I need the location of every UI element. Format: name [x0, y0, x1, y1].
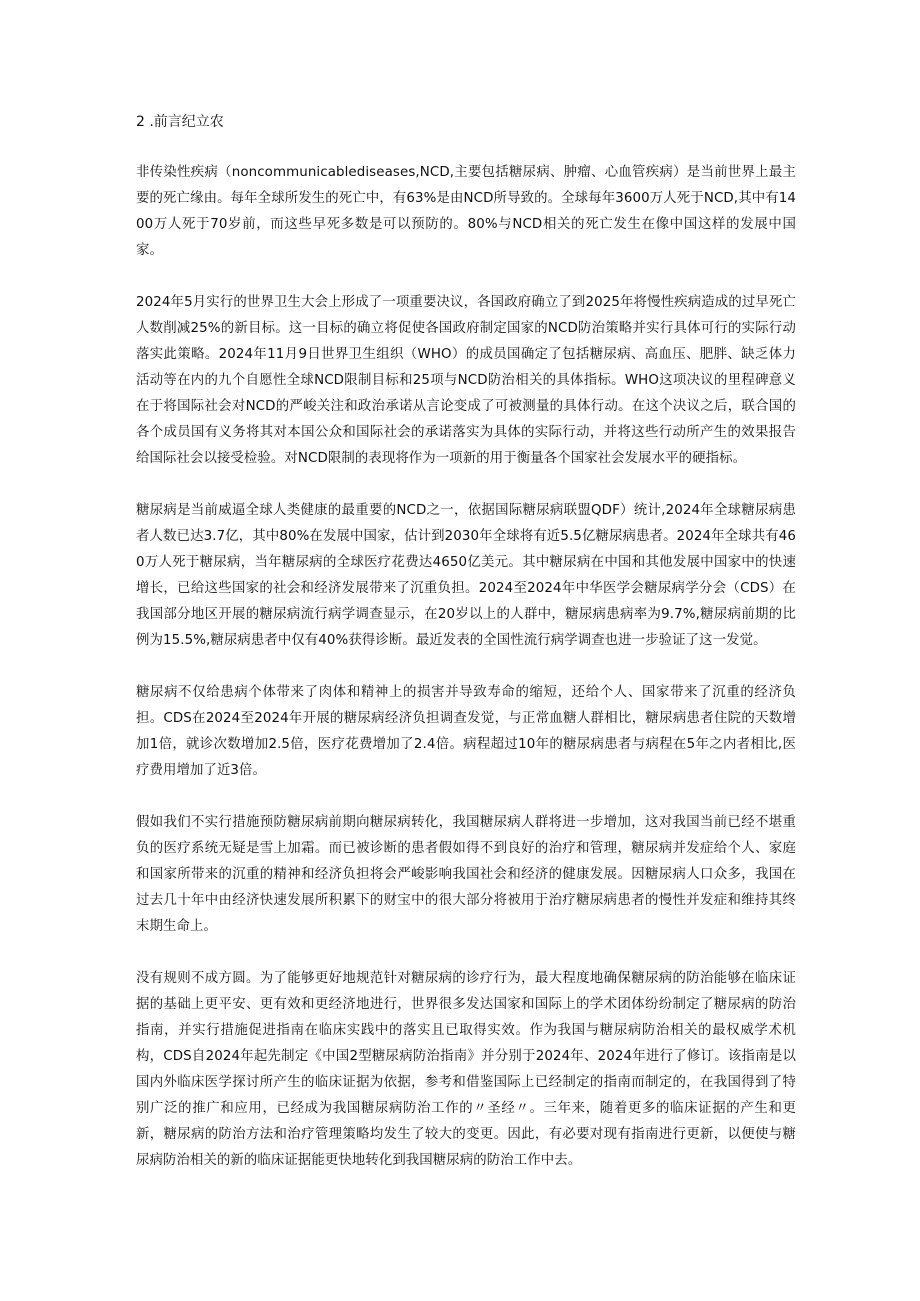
- section-heading: 2 .前言纪立农: [136, 114, 224, 130]
- paragraph-who-resolution: 2024年5月实行的世界卫生大会上形成了一项重要决议，各国政府确立了到2025年将慢性疾病造成的过早死亡人数削减25%的新目标。这一目标的确立将促使各国政府制定国家的NCD防治策略并实行具体可行的实际行动落实此策略。2024年11月9日世界卫生组织（WHO）的成员国确定了包括糖尿病、高血压、肥胖、缺乏体力活动等在内的九个自愿性全球NCD限制目标和25项与NCD防治相关的具体指标。WHO这项决议的里程碑意义在于将国际社会对NCD的严峻关注和政治承诺从言论变成了可被测量的具体行动。在这个决议之后，联合国的各个成员国有义务将其对本国公众和国际社会的承诺落实为具体的实际行动，并将这些行动所产生的效果报告给国际社会以接受检验。对NCD限制的表现将作为一项新的用于衡量各个国家社会发展水平的硬指标。: [136, 295, 796, 466]
- paragraph-diabetes-statistics: 糖尿病是当前威逼全球人类健康的最重要的NCD之一，依据国际糖尿病联盟QDF）统计,2024年全球糖尿病患者人数已达3.7亿，其中80%在发展中国家，估计到2030年全球将有近5.5亿糖尿病患者。2024年全球共有460万人死于糖尿病，当年糖尿病的全球医疗花费达4650亿美元。其中糖尿病在中国和其他发展中国家中的快速增长，已给这些国家的社会和经济发展带来了沉重负担。2024至2024年中华医学会糖尿病学分会（CDS）在我国部分地区开展的糖尿病流行病学调查显示，在20岁以上的人群中，糖尿病患病率为9.7%,糖尿病前期的比例为15.5%,糖尿病患者中仅有40%获得诊断。最近发表的全国性流行病学调查也进一步验证了这一发觉。: [136, 503, 796, 648]
- paragraph-guidelines: 没有规则不成方圆。为了能够更好地规范针对糖尿病的诊疗行为，最大程度地确保糖尿病的防治能够在临床证据的基础上更平安、更有效和更经济地进行，世界很多发达国家和国际上的学术团体纷纷制定了糖尿病的防治指南，并实行措施促进指南在临床实践中的落实且已取得实效。作为我国与糖尿病防治相关的最权威学术机构，CDS自2024年起先制定《中国2型糖尿病防治指南》并分别于2024年、2024年进行了修订。该指南是以国内外临床医学探讨所产生的临床证据为依据，参考和借鉴国际上已经制定的指南而制定的，在我国得到了特别广泛的推广和应用，已经成为我国糖尿病防治工作的〃圣经〃。三年来，随着更多的临床证据的产生和更新，糖尿病的防治方法和治疗管理策略均发生了较大的变更。因此，有必要对现有指南进行更新，以便使与糖尿病防治相关的新的临床证据能更快地转化到我国糖尿病的防治工作中去。: [136, 971, 796, 1168]
- document-body: [136, 110, 796, 1174]
- paragraph-prevention-impact: 假如我们不实行措施预防糖尿病前期向糖尿病转化，我国糖尿病人群将进一步增加，这对我国当前已经不堪重负的医疗系统无疑是雪上加霜。而已被诊断的患者假如得不到良好的治疗和管理，糖尿病并发症给个人、家庭和国家所带来的沉重的精神和经济负担将会严峻影响我国社会和经济的健康发展。因糖尿病人口众多，我国在过去几十年中由经济快速发展所积累下的财宝中的很大部分将被用于治疗糖尿病患者的慢性并发症和维持其终末期生命上。: [136, 815, 796, 934]
- paragraph-economic-burden: 糖尿病不仅给患病个体带来了肉体和精神上的损害并导致寿命的缩短，还给个人、国家带来了沉重的经济负担。CDS在2024至2024年开展的糖尿病经济负担调查发觉，与正常血糖人群相比，糖尿病患者住院的天数增加1倍，就诊次数增加2.5倍，医疗花费增加了2.4倍。病程超过10年的糖尿病患者与病程在5年之内者相比,医疗费用增加了近3倍。: [136, 685, 796, 778]
- paragraph-ncd-overview: 非传染性疾病（noncommunicablediseases,NCD,主要包括糖尿病、肿瘤、心血管疾病）是当前世界上最主要的死亡缘由。每年全球所发生的死亡中，有63%是由NCD所导致的。全球每年3600万人死于NCD,其中有1400万人死于70岁前，而这些早死多数是可以预防的。80%与NCD相关的死亡发生在像中国这样的发展中国家。: [136, 165, 796, 258]
